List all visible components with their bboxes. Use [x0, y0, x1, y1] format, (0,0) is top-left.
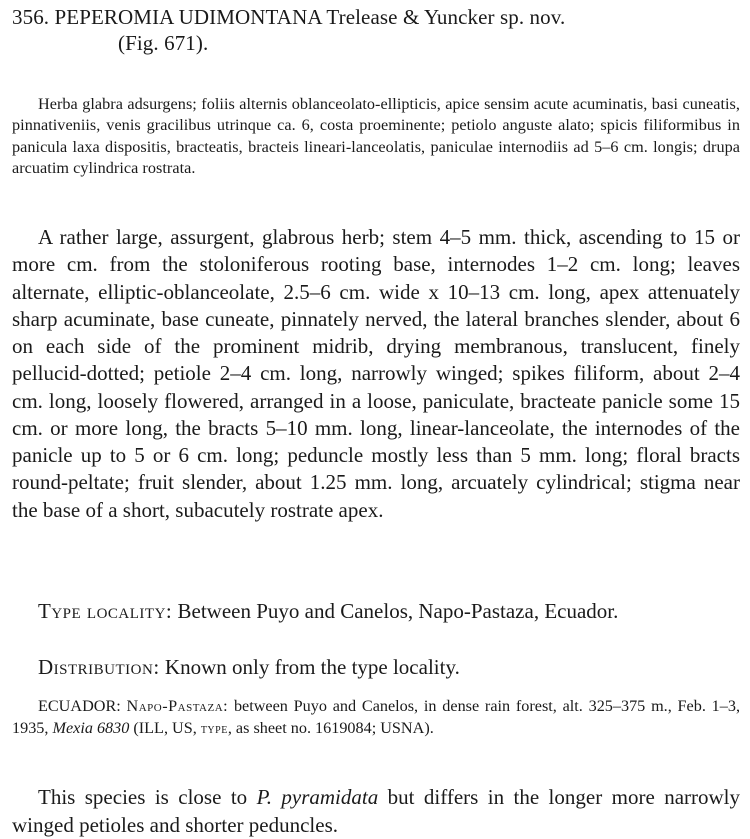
specimen-region: Napo-Pastaza: [126, 697, 229, 716]
closing-after: but differs in the longer more narrowly winged petioles and shorter peduncles. [12, 785, 741, 837]
related-species: P. pyramidata [256, 785, 379, 809]
species-status: sp. nov. [499, 5, 566, 29]
english-description: A rather large, assurgent, glabrous herb; stem 4–5 mm. thick, ascending to 15 or more cm. from the stoloniferous rooting base, internodes 1–2 cm. long; leaves alternate, elliptic-oblanceolate, 2.5–6 cm. wide x 10–13 cm. long, apex attenuately sharp acuminate, base cuneate, pinnately nerved, the lateral branches slender, about 6 on each side of the prominent midrib, drying membranous, translucent, finely pellucid-dotted; petiole 2–4 cm. long, narrowly winged; spikes filiform, about 2–4 cm. long, loosely flowered, arranged in a loose, paniculate, bracteate panicle some 15 cm. or more long, the bracts 5–10 mm. long, linear-lanceolate, the internodes of the panicle up to 5 or 6 cm. long; peduncle mostly less than 5 mm. long; floral bracts round-peltate; fruit slender, about 1.25 mm. long, arcuately cylindrical; stigma near the base of a short, subacutely rostrate apex. [12, 225, 740, 522]
closing-remark [12, 784, 740, 839]
specimen-collector: Mexia 6830 [52, 718, 130, 737]
specimen-locality: between Puyo and Canelos, in dense rain forest, alt. 325–375 m., Feb. 1–3, 1935, [12, 697, 740, 737]
latin-diagnosis: Herba glabra adsurgens; foliis alternis oblanceolato-ellipticis, apice sensim acute acuminatis, basi cuneatis, pinnativeniis, venis gracilibus utrinque ca. 6, costa proeminente; petiolo anguste alato; spicis filiformibus in panicula laxa dispositis, bracteatis, bracteis lineari-lanceolatis, paniculae internodiis ad 5–6 cm. longis; drupa arcuatim cylindrica rostrata. [12, 95, 740, 177]
type-locality-text: Between Puyo and Canelos, Napo-Pastaza, Ecuador. [177, 599, 619, 623]
distribution-text: Known only from the type locality. [164, 655, 460, 679]
specimen-citation [12, 696, 740, 739]
type-locality-label: Type locality: [38, 599, 173, 623]
type-locality [12, 598, 740, 625]
species-heading [12, 4, 742, 56]
specimen-sheet: , as sheet no. 1619084; USNA). [227, 718, 434, 737]
distribution-label: Distribution: [38, 655, 160, 679]
closing-before: This species is close to [38, 785, 248, 809]
specimen-country: ECUADOR: [38, 697, 121, 716]
specimen-herbaria: (ILL, US, [133, 718, 197, 737]
species-name: PEPEROMIA UDIMONTANA [54, 5, 322, 29]
distribution [12, 654, 740, 681]
species-number: 356. [12, 5, 50, 29]
figure-reference: (Fig. 671). [118, 31, 209, 55]
specimen-type-word: type [200, 720, 228, 736]
species-authors: Trelease & Yuncker [326, 5, 495, 29]
